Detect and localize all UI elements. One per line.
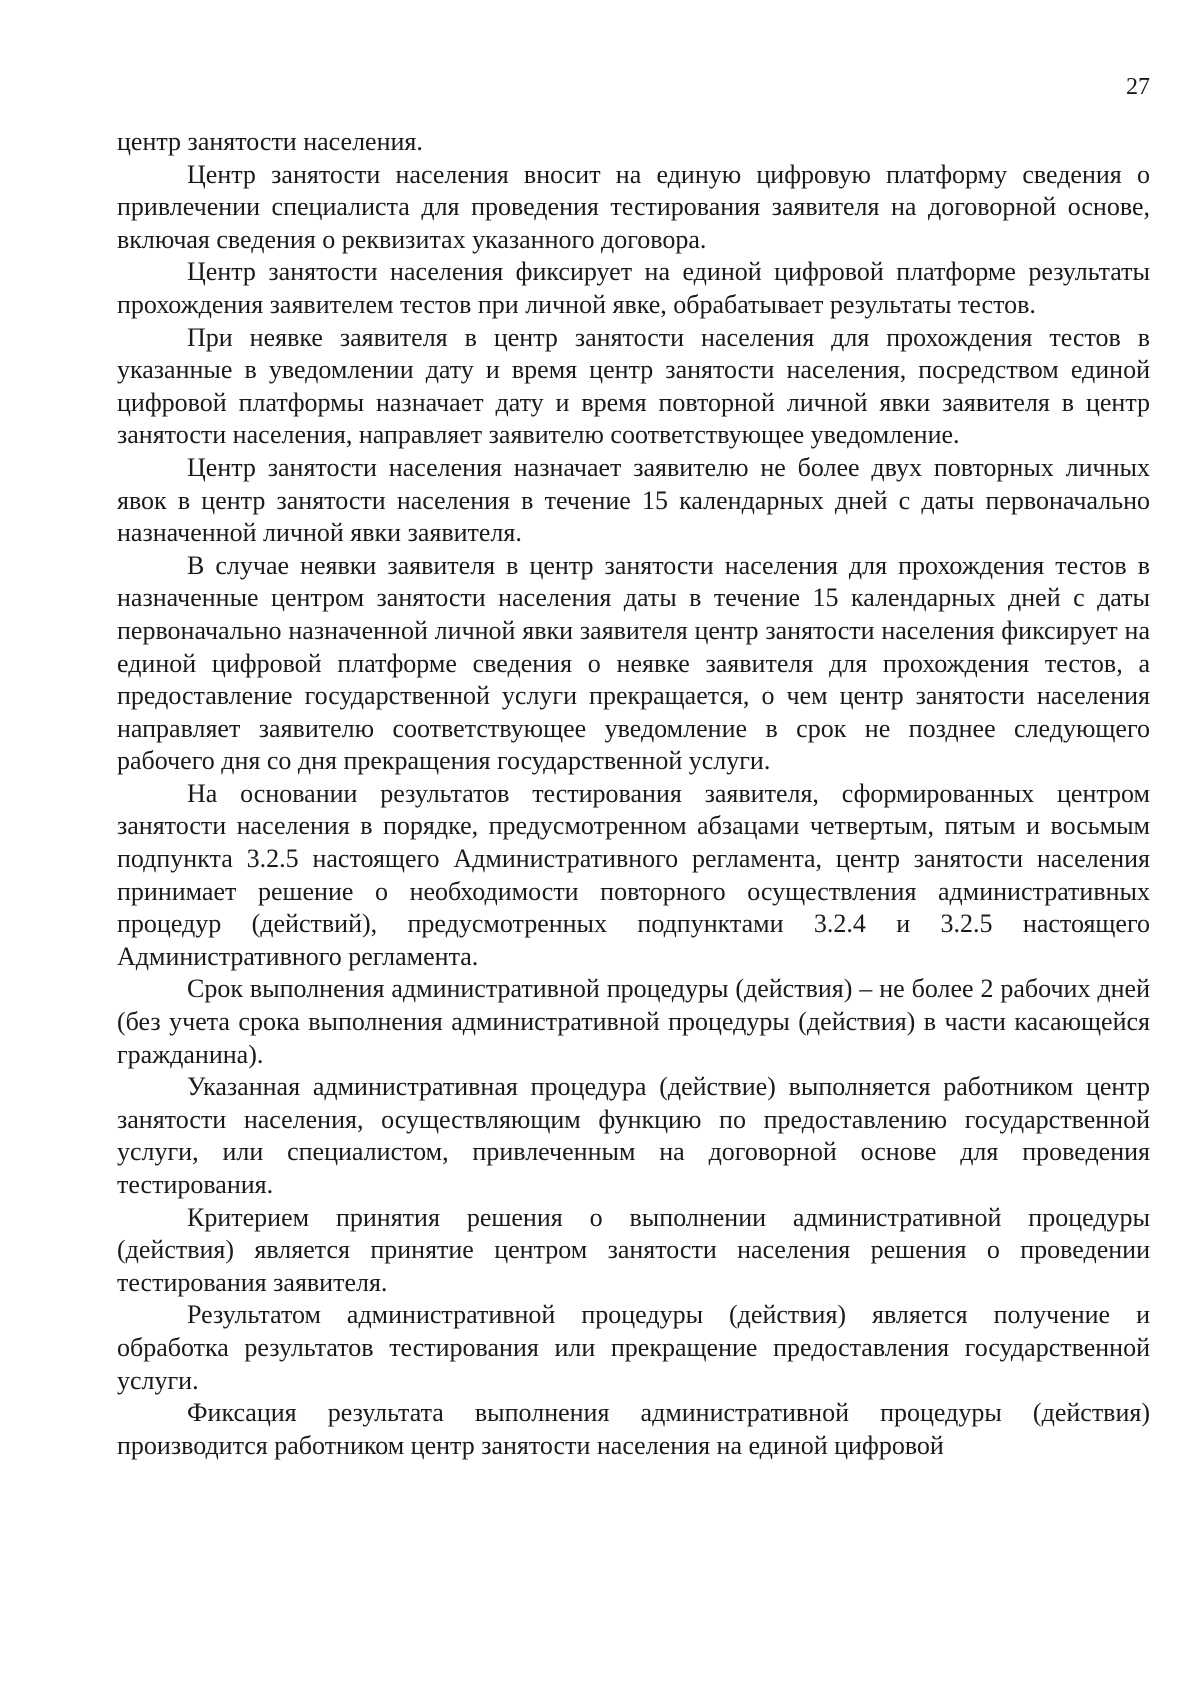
paragraph-12: Фиксация результата выполнения административной процедуры (действия) производится работником центр занятости населения на единой цифровой xyxy=(117,1398,1150,1460)
document-body xyxy=(117,126,1150,1462)
paragraph-4: При неявке заявителя в центр занятости населения для прохождения тестов в указанные в уведомлении дату и время центр занятости населения, посредством единой цифровой платформы назначает дату и время повторной личной явки заявителя в центр занятости населения, направляет заявителю соответствующее уведомление. xyxy=(117,322,1150,450)
paragraph-1: центр занятости населения. xyxy=(117,127,423,156)
paragraph-5: Центр занятости населения назначает заявителю не более двух повторных личных явок в центр занятости населения в течение 15 календарных дней с даты первоначально назначенной личной явки заявителя. xyxy=(117,452,1150,548)
paragraph-6: В случае неявки заявителя в центр занятости населения для прохождения тестов в назначенные центром занятости населения даты в течение 15 календарных дней с даты первоначально назначенной личной явки заявителя центр занятости населения фиксирует на единой цифровой платформе сведения о неявке заявителя для прохождения тестов, а предоставление государственной услуги прекращается, о чем центр занятости населения направляет заявителю соответствующее уведомление в срок не позднее следующего рабочего дня со дня прекращения государственной услуги. xyxy=(117,550,1150,776)
page-number: 27 xyxy=(1126,74,1150,100)
paragraph-9: Указанная административная процедура (действие) выполняется работником центр занятости населения, осуществляющим функцию по предоставлению государственной услуги, или специалистом, привлеченным на договорной основе для проведения тестирования. xyxy=(117,1072,1150,1199)
paragraph-10: Критерием принятия решения о выполнении административной процедуры (действия) является принятие центром занятости населения решения о проведении тестирования заявителя. xyxy=(117,1202,1150,1297)
paragraph-2: Центр занятости населения вносит на единую цифровую платформу сведения о привлечении специалиста для проведения тестирования заявителя на договорной основе, включая сведения о реквизитах указанного договора. xyxy=(117,159,1150,254)
paragraph-11: Результатом административной процедуры (действия) является получение и обработка результатов тестирования или прекращение предоставления государственной услуги. xyxy=(117,1300,1150,1395)
paragraph-8: Срок выполнения административной процедуры (действия) – не более 2 рабочих дней (без учета срока выполнения административной процедуры (действия) в части касающейся гражданина). xyxy=(117,974,1150,1069)
paragraph-7: На основании результатов тестирования заявителя, сформированных центром занятости населения в порядке, предусмотренном абзацами четвертым, пятым и восьмым подпункта 3.2.5 настоящего Административного регламента, центр занятости населения принимает решение о необходимости повторного осуществления административных процедур (действий), предусмотренных подпунктами 3.2.4 и 3.2.5 настоящего Административного регламента. xyxy=(117,778,1150,971)
paragraph-3: Центр занятости населения фиксирует на единой цифровой платформе результаты прохождения заявителем тестов при личной явке, обрабатывает результаты тестов. xyxy=(117,257,1150,319)
